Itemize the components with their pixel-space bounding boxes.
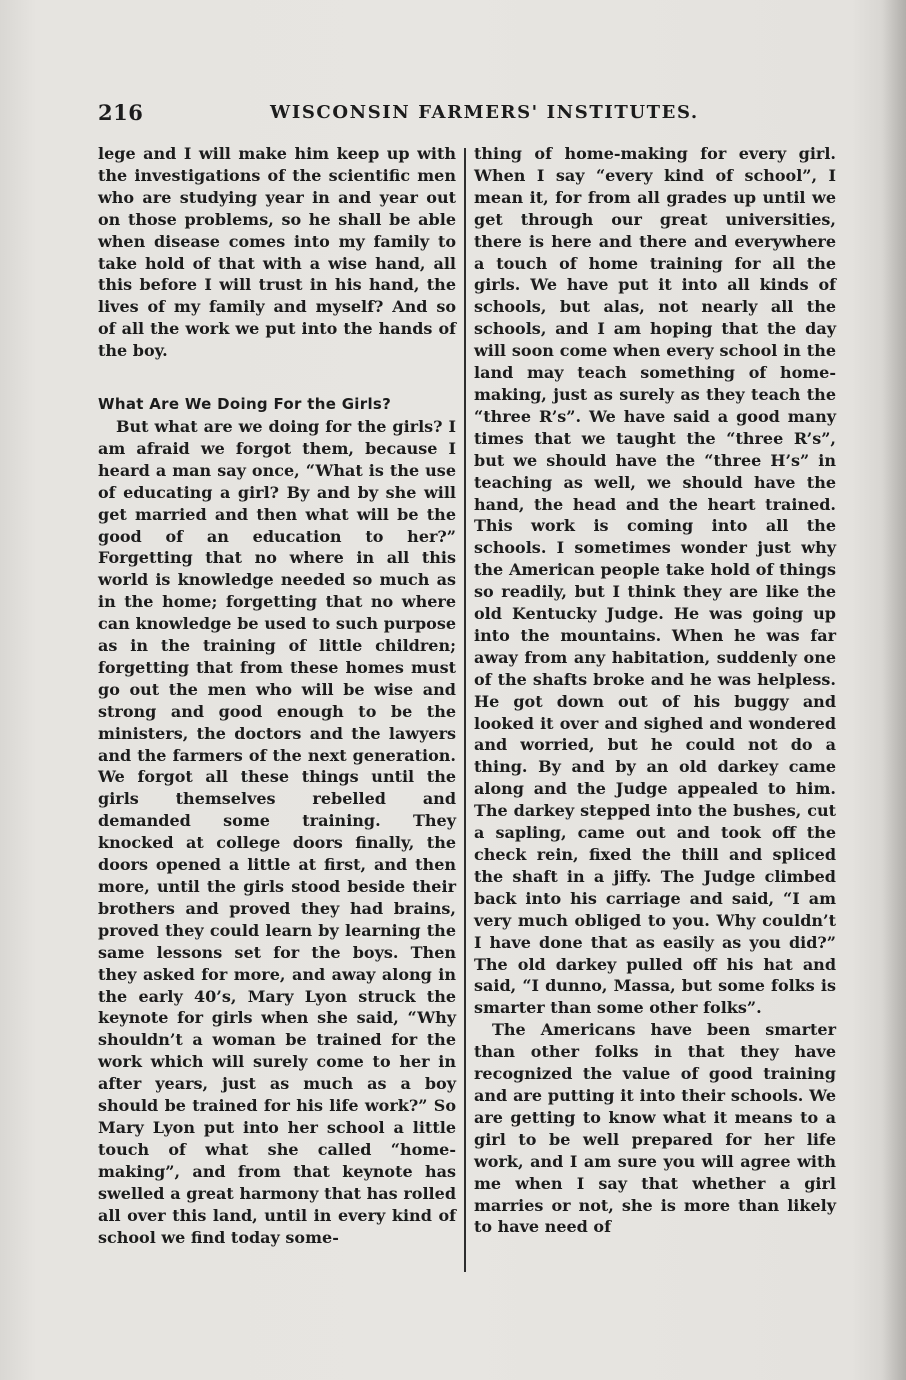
paragraph: The Americans have been smarter than other folks in that they have recognized the value of good training and are putting it into their schools. We are getting to know what it means to a girl to be well prepared for her life work, and I am sure you will agree with me when I say that whether a girl marries or not, she is more than likely to have need of (474, 1020, 836, 1237)
running-head (98, 100, 838, 132)
page-number: 216 (98, 100, 144, 125)
section-gap (98, 362, 456, 394)
paragraph: lege and I will make him keep up with the investigations of the scientific men who are studying year in and year out on those problems, so he shall be able when disease comes into my family to take hold of that with a wise hand, all this before I will trust in his hand, the lives of my family and myself? And so of all the work we put into the hands of the boy. (98, 144, 456, 361)
column-rule (464, 148, 466, 1272)
paragraph: thing of home-making for every girl. When I say “every kind of school”, I mean it, for from all grades up until we get through our great universities, there is here and there and everywhere a touch of home training for all the girls. We have put it into all kinds of schools, but alas, not nearly all the schools, and I am hoping that the day will soon come when every school in the land may teach something of home-making, just as surely as they teach the “three R’s”. We have said a good many times that we taught the “three R’s”, but we should have the “three H’s” in teaching as well, we should have the hand, the head and the heart trained. This work is coming into all the schools. I sometimes wonder just why the American people take hold of things so readily, but I think they are like the old Kentucky Judge. He was going up into the mountains. When he was far away from any habitation, suddenly one of the shafts broke and he was helpless. He got down out of his buggy and looked it over and sighed and wondered and worried, but he could not do a thing. By and by an old darkey came along and the Judge appealed to him. The darkey stepped into the bushes, cut a sapling, came out and took off the check rein, fixed the thill and spliced the shaft in a jiffy. The Judge climbed back into his carriage and said, “I am very much obliged to you. Why couldn’t I have done that as easily as you did?” The old darkey pulled off his hat and said, “I dunno, Massa, but some folks is smarter than some other folks”. (474, 144, 836, 1018)
page-edge-shadow (882, 0, 906, 1380)
left-column (98, 143, 456, 1248)
paragraph: But what are we doing for the girls? I am afraid we forgot them, because I heard a man say once, “What is the use of educating a girl? By and by she will get married and then what will be the good of an education to her?” Forgetting that no where in all this world is knowledge needed so much as in the home; forgetting that no where can knowledge be used to such purpose as in the training of little children; forgetting that from these homes must go out the men who will be wise and strong and good enough to be the ministers, the doctors and the lawyers and the farmers of the next generation. We forgot all these things until the girls themselves rebelled and demanded some training. They knocked at college doors finally, the doors opened a little at first, and then more, until the girls stood beside their brothers and proved they had brains, proved they could learn by learning the same lessons set for the boys. Then they asked for more, and away along in the early 40’s, Mary Lyon struck the keynote for girls when she said, “Why shouldn’t a woman be trained for the work which will surely come to her in after years, just as much as a boy should be trained for his life work?” So Mary Lyon put into her school a little touch of what she called “home-making”, and from that keynote has swelled a great harmony that has rolled all over this land, until in every kind of school we find today some- (98, 416, 456, 1247)
running-title: WISCONSIN FARMERS' INSTITUTES. (270, 102, 699, 123)
right-column (474, 143, 836, 1238)
section-heading: What Are We Doing For the Girls? (98, 395, 392, 414)
